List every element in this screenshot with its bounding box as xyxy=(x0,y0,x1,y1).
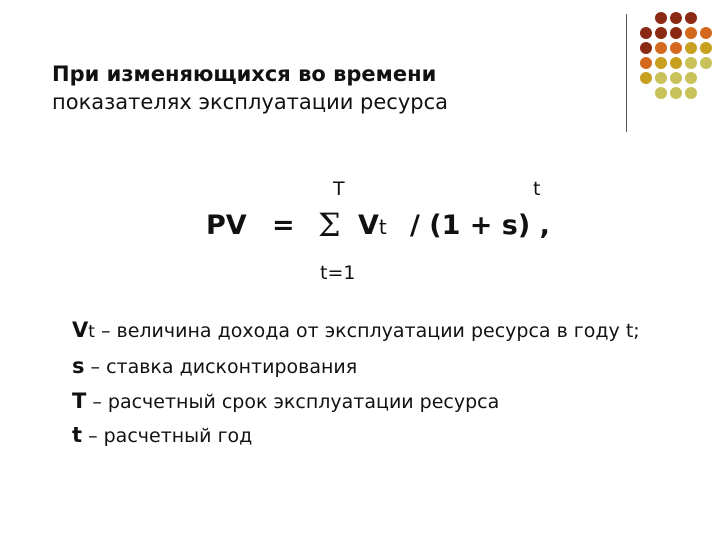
decorative-dot xyxy=(640,42,652,54)
decorative-dot xyxy=(655,42,667,54)
decorative-dot xyxy=(670,57,682,69)
decorative-dot xyxy=(685,72,697,84)
sum-lower-limit: t=1 xyxy=(320,262,356,284)
definition-text: – ставка дисконтирования xyxy=(84,356,358,378)
decorative-dot xyxy=(685,42,697,54)
decorative-dot xyxy=(670,72,682,84)
decorative-dot xyxy=(685,12,697,24)
decorative-dot xyxy=(640,57,652,69)
superscript-t: t xyxy=(533,178,541,200)
slide-title-line2: показателях эксплуатации ресурса xyxy=(52,90,449,114)
formula-v xyxy=(358,210,387,241)
formula-v-subscript: t xyxy=(378,215,387,239)
sigma-symbol: Σ xyxy=(318,206,341,244)
slide-title-line1: При изменяющихся во времени xyxy=(52,62,437,86)
definition-t xyxy=(72,423,252,447)
definition-text: – расчетный год xyxy=(82,425,253,447)
decorative-dot-grid xyxy=(640,12,720,112)
formula-rest: / (1 + s) , xyxy=(410,210,550,241)
formula-equals: = xyxy=(272,210,295,241)
formula-v-letter: V xyxy=(358,210,379,241)
decorative-dot xyxy=(700,57,712,69)
definition-symbol: s xyxy=(72,354,85,378)
definition-text: – величина дохода от эксплуатации ресурса в году t; xyxy=(94,320,640,342)
formula-lhs: PV xyxy=(206,210,247,241)
decorative-dot xyxy=(670,12,682,24)
definition-T xyxy=(72,389,499,413)
definition-symbol-sub: t xyxy=(88,322,95,342)
definition-symbol: V xyxy=(72,318,89,342)
decorative-dot xyxy=(670,27,682,39)
decorative-dot xyxy=(685,57,697,69)
definition-text: – расчетный срок эксплуатации ресурса xyxy=(86,391,500,413)
decorative-dot xyxy=(640,27,652,39)
definition-symbol: T xyxy=(72,389,87,413)
decorative-dot xyxy=(655,57,667,69)
definition-vt xyxy=(72,318,640,342)
decorative-dot xyxy=(640,72,652,84)
divider-line xyxy=(626,14,627,132)
decorative-dot xyxy=(670,87,682,99)
definition-s xyxy=(72,354,357,378)
decorative-dot xyxy=(670,42,682,54)
definition-symbol: t xyxy=(72,423,83,447)
decorative-dot xyxy=(685,27,697,39)
decorative-dot xyxy=(700,27,712,39)
decorative-dot xyxy=(685,87,697,99)
decorative-dot xyxy=(655,87,667,99)
sum-upper-limit: T xyxy=(333,178,345,200)
decorative-dot xyxy=(655,72,667,84)
decorative-dot xyxy=(655,27,667,39)
decorative-dot xyxy=(700,42,712,54)
decorative-dot xyxy=(655,12,667,24)
